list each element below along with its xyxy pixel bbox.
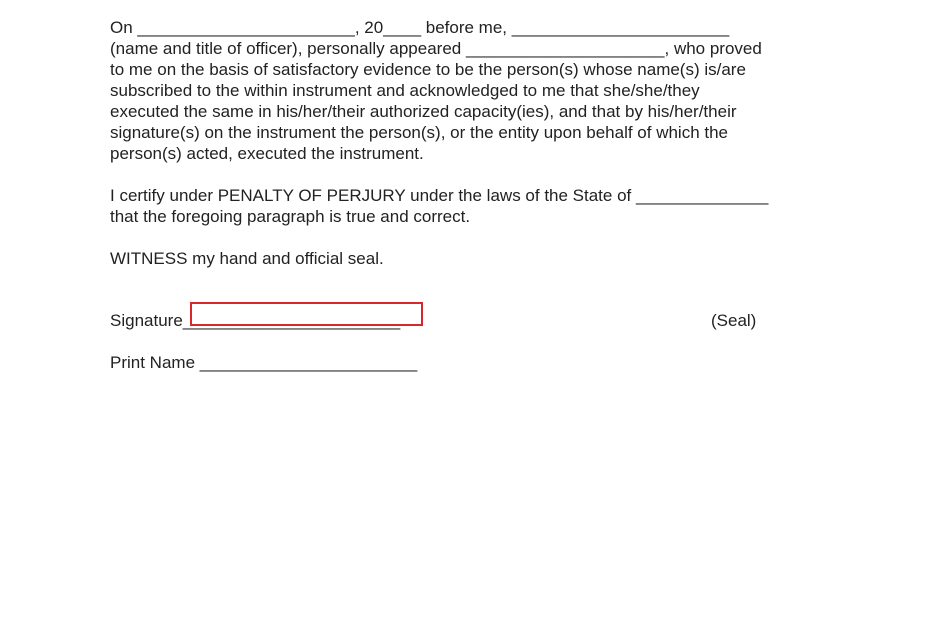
certification-paragraph xyxy=(110,185,830,227)
acknowledgment-paragraph xyxy=(110,17,830,164)
acknowledgment-line: person(s) acted, executed the instrument. xyxy=(110,144,424,163)
signature-label: Signature xyxy=(110,311,183,330)
acknowledgment-line: executed the same in his/her/their authorized capacity(ies), and that by his/her/their xyxy=(110,102,737,121)
witness-statement: WITNESS my hand and official seal. xyxy=(110,249,384,268)
signature-blank-line: _______________________ xyxy=(182,311,401,330)
acknowledgment-line: On _______________________, 20____ before me, _______________________ xyxy=(110,18,730,37)
acknowledgment-line: signature(s) on the instrument the person(s), or the entity upon behalf of which the xyxy=(110,123,729,142)
certification-line: that the foregoing paragraph is true and correct. xyxy=(110,207,471,226)
print-name-blank-line: _______________________ xyxy=(199,353,418,372)
acknowledgment-line: subscribed to the within instrument and acknowledged to me that she/she/they xyxy=(110,81,700,100)
print-name-label: Print Name xyxy=(110,353,196,372)
certification-line: I certify under PENALTY OF PERJURY under the laws of the State of ______________ xyxy=(110,186,769,205)
spacer xyxy=(110,331,830,352)
seal-label: (Seal) xyxy=(711,311,757,330)
signature-field[interactable] xyxy=(190,302,423,326)
print-name-row xyxy=(110,352,830,373)
acknowledgment-line: (name and title of officer), personally appeared _____________________, who proved xyxy=(110,39,762,58)
spacer xyxy=(110,164,830,185)
spacer xyxy=(110,227,830,248)
acknowledgment-line: to me on the basis of satisfactory evidence to be the person(s) whose name(s) is/are xyxy=(110,60,746,79)
